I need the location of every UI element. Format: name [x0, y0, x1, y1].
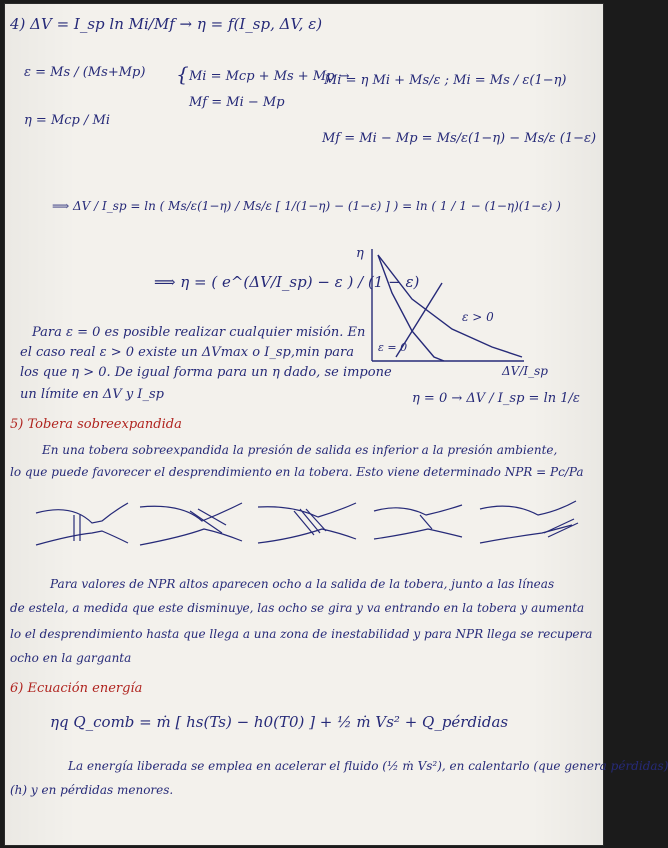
section-6-para-line-2: (h) y en pérdidas menores. — [10, 783, 174, 797]
paragraph-1-line-4: un límite en ΔV y I_sp — [20, 387, 164, 402]
eta-solution: ⟹ η = ( e^(ΔV/I_sp) − ε ) / (1 − ε) — [154, 273, 420, 291]
nozzle-sketch-4 — [374, 505, 462, 539]
mf-result: Mf = Mi − Mp = Ms/ε(1−η) − Ms/ε (1−ε) — [322, 131, 597, 146]
paragraph-1-line-3: los que η > 0. De igual forma para un η dado, se impone — [20, 365, 392, 380]
nozzle-sketch-1 — [36, 503, 128, 545]
section-6-title: 6) Ecuación energía — [10, 681, 143, 696]
nozzle-sketch-2 — [140, 503, 242, 545]
graph-label-eps-zero: ε = 0 — [378, 341, 408, 354]
section-5-para-2-line-2: de estela, a medida que este disminuye, las ocho se gira y va entrando en la tobera y aumenta — [10, 601, 585, 615]
section-5-para-1-line-1: En una tobera sobreexpandida la presión de salida es inferior a la presión ambiente, — [42, 443, 558, 457]
eta-vs-dv-sketch — [352, 243, 572, 383]
eta-definition: η = Mcp / Mi — [24, 113, 110, 128]
eps-definition: ε = Ms / (Ms+Mp) — [24, 65, 146, 80]
graph-label-eps-positive: ε > 0 — [462, 310, 494, 324]
paragraph-1-line-1: Para ε = 0 es posible realizar cualquier misión. En — [32, 325, 366, 340]
graph-x-label: ΔV/I_sp — [502, 364, 548, 378]
dv-ratio-equation: ⟹ ΔV / I_sp = ln ( Ms/ε(1−η) / Ms/ε [ 1/(1−η) − (1−ε) ] ) = ln ( 1 / 1 − (1−η)(1−ε) ) — [52, 199, 561, 213]
eta-zero-condition: η = 0 → ΔV / I_sp = ln 1/ε — [412, 391, 580, 406]
section-5-para-2-line-4: ocho en la garganta — [10, 651, 132, 665]
section-6-equation: ηq Q_comb = ṁ [ hs(Ts) − h0(T0) ] + ½ ṁ Vs² + Q_pérdidas — [50, 713, 509, 731]
section-6-para-line-1: La energía liberada se emplea en acelerar el fluido (½ ṁ Vs²), en calentarlo (que genera pérdidas) — [68, 759, 668, 773]
section-5-para-2-line-1: Para valores de NPR altos aparecen ocho a la salida de la tobera, junto a las líneas — [50, 577, 555, 591]
notebook-page — [4, 3, 668, 846]
nozzle-sketch-5 — [480, 501, 578, 543]
eq-header: 4) ΔV = I_sp ln Mi/Mf → η = f(I_sp, ΔV, ε) — [10, 15, 323, 33]
mi-definition: Mi = Mcp + Ms + Mp → — [189, 69, 350, 84]
section-5-para-2-line-3: lo el desprendimiento hasta que llega a una zona de inestabilidad y para NPR llega se recupera — [10, 627, 593, 641]
nozzle-sketch-3 — [258, 503, 356, 543]
nozzle-sketches — [32, 493, 592, 563]
mf-definition: Mf = Mi − Mp — [189, 95, 285, 110]
graph-y-label: η — [356, 246, 364, 261]
section-5-title: 5) Tobera sobreexpandida — [10, 417, 182, 432]
paragraph-1-line-2: el caso real ε > 0 existe un ΔVmax o I_sp,min para — [20, 345, 354, 360]
system-brace: { — [176, 62, 189, 86]
section-5-para-1-line-2: lo que puede favorecer el desprendimiento en la tobera. Esto viene determinado NPR = Pc/Pa — [10, 465, 584, 479]
mi-result: Mi = η Mi + Ms/ε ; Mi = Ms / ε(1−η) — [324, 73, 567, 88]
